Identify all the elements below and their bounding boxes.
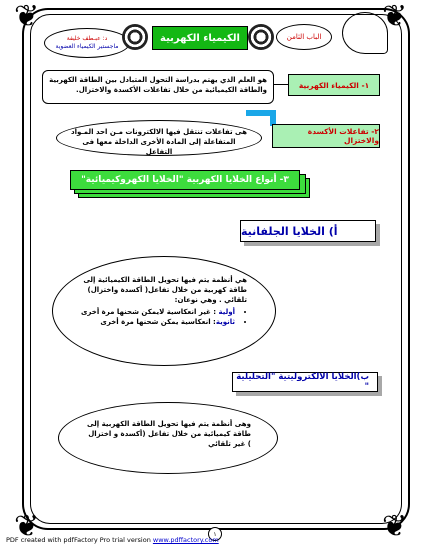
sun-ornament-icon [122, 24, 148, 50]
type-label: ثانوية [215, 318, 235, 326]
author-name: د: عبـطف خليفة [66, 35, 108, 42]
list-item [77, 317, 235, 327]
types-banner: ٣- أنواع الخلايا الكهربية "الخلايا الكهروكيميائية" [70, 170, 300, 190]
flourish-ornament [342, 12, 388, 54]
author-badge [44, 28, 130, 58]
chapter-badge: الباب الثامن [276, 24, 332, 50]
type-text: : انعكاسية يمكن شحنها مرة أخرى [100, 318, 216, 326]
connector-line [274, 84, 288, 85]
definition-box-redox: هى تفاعلات تنتقل فيها الالكترونات مـن احد المـواد المتفاعلة إلى المادة الأخرى الداخلة معها فى التفاعل [56, 120, 262, 156]
corner-ornament-icon: ❦ [14, 509, 40, 544]
cloud-electrolytic [58, 402, 278, 474]
cloud-galvanic [52, 256, 276, 366]
type-label: أولية [218, 308, 235, 316]
definition-box-electrochemistry: هو العلم الذي يهتم بدراسة التحول المتبادل بين الطاقة الكهربية والطاقة الكيميائية من خلال تفاعلات الأكسدة والاختزال. [42, 70, 274, 104]
tag-electrochemistry: ١- الكيمياء الكهربية [288, 74, 380, 96]
galvanic-definition: هي أنظمة يتم فيها تحويل الطاقة الكيميائية إلى طاقة كهربية من خلال تفاعل( أكسدة واختزال) تلقائي . وهي نوعان: [83, 276, 247, 304]
corner-ornament-icon: ❦ [382, 509, 408, 544]
page-title: الكيمياء الكهربية [152, 26, 248, 50]
footer-link[interactable]: www.pdffactory.com [152, 536, 219, 544]
footer-text: PDF created with pdfFactory Pro trial version [6, 536, 153, 544]
list-item [77, 307, 235, 317]
corner-ornament-icon: ❦ [382, 0, 408, 34]
galvanic-types-list [77, 307, 247, 327]
pdf-footer [6, 536, 219, 544]
corner-ornament-icon: ❦ [14, 0, 40, 34]
electrolytic-definition: وهى أنظمة يتم فيها تحويل الطاقة الكهربية إلى طاقة كيميائية من خلال تفاعل (أكسدة و اختزال ) غير تلقائي [87, 420, 251, 448]
author-title: ماجستير الكيمياء العضوية [55, 43, 119, 50]
heading-galvanic: أ) الخلايا الجلفانية [240, 220, 376, 242]
heading-electrolytic: ب)الخلايا الالكتروليتية "التحليلية " [232, 372, 378, 392]
type-text: : غير انعكاسية لايمكن شحنها مرة أخرى [81, 308, 219, 316]
page-number: ١ [208, 527, 222, 541]
tag-redox: ٢- تفاعلات الأكسدة والاختزال [272, 124, 380, 148]
sun-ornament-icon [248, 24, 274, 50]
